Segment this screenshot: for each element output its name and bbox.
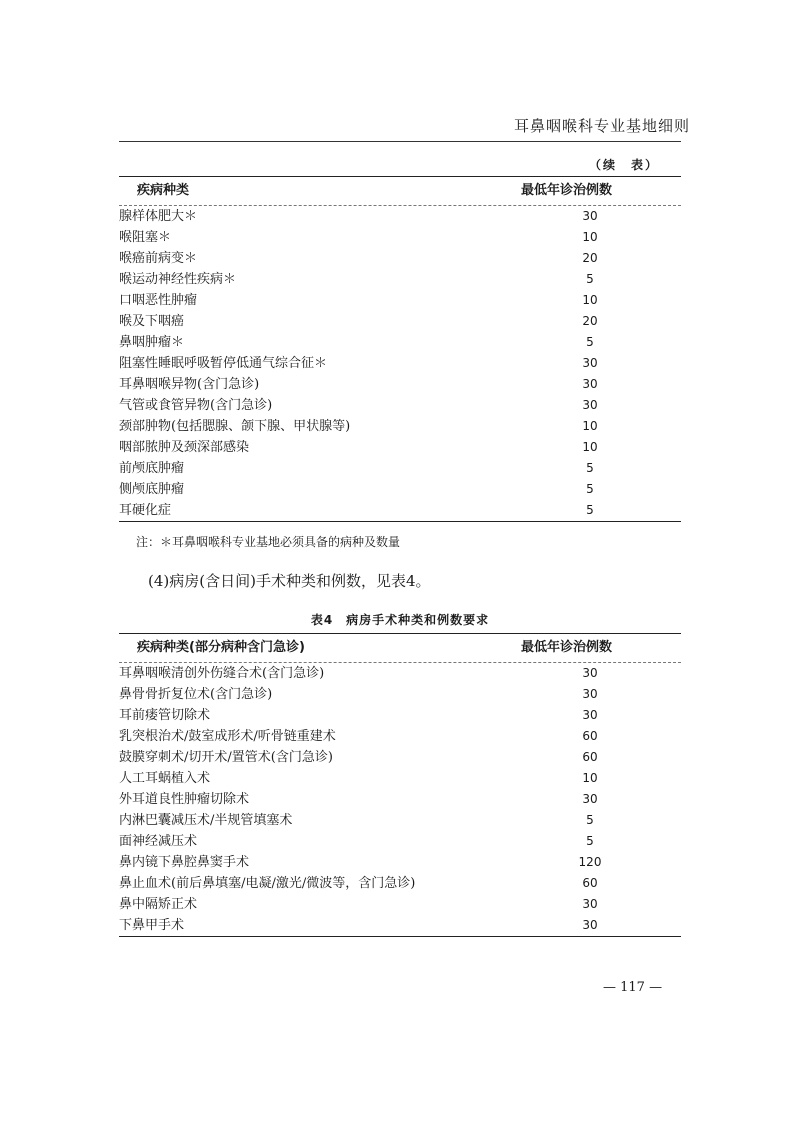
header-rule: [119, 141, 681, 142]
min-count: 10: [582, 419, 598, 433]
table-row: [119, 332, 681, 353]
disease-name: 口咽恶性肿瘤: [119, 293, 198, 308]
table-row: [119, 416, 681, 437]
min-count: 30: [582, 708, 598, 722]
table-row: [119, 437, 681, 458]
table-row: [119, 374, 681, 395]
disease-name: 阻塞性睡眠呼吸暂停低通气综合征＊: [119, 356, 328, 371]
table-header: [119, 633, 681, 663]
min-count: 5: [586, 272, 594, 286]
min-count: 30: [582, 792, 598, 806]
disease-name: 喉及下咽癌: [119, 314, 185, 329]
disease-name: 颈部肿物(包括腮腺、颌下腺、甲状腺等): [119, 419, 351, 434]
disease-name: 鼻骨骨折复位术(含门急诊): [119, 687, 273, 702]
disease-name: 耳鼻咽喉异物(含门急诊): [119, 377, 260, 392]
min-count: 20: [582, 314, 598, 328]
table-body: [119, 663, 681, 937]
min-count: 5: [586, 834, 594, 848]
page-number: — 117 —: [603, 980, 663, 995]
table-row: [119, 894, 681, 915]
disease-name: 喉运动神经性疾病＊: [119, 272, 237, 287]
disease-name: 内淋巴囊减压术/半规管填塞术: [119, 813, 293, 828]
table-row: [119, 227, 681, 248]
min-count: 30: [582, 918, 598, 932]
disease-name: 鼓膜穿刺术/切开术/置管术(含门急诊): [119, 750, 333, 765]
min-count: 30: [582, 209, 598, 223]
table-row: [119, 269, 681, 290]
table-row: [119, 500, 681, 521]
disease-name: 下鼻甲手术: [119, 918, 185, 933]
min-count: 30: [582, 356, 598, 370]
disease-name: 咽部脓肿及颈深部感染: [119, 440, 250, 455]
table-row: [119, 395, 681, 416]
min-count: 5: [586, 503, 594, 517]
table-4: [119, 633, 681, 937]
table-row: [119, 768, 681, 789]
table-row: [119, 810, 681, 831]
disease-name: 耳前瘘管切除术: [119, 708, 211, 723]
disease-name: 喉癌前病变＊: [119, 251, 198, 266]
continued-label: （续 表）: [588, 158, 659, 172]
table-note: 注：＊耳鼻咽喉科专业基地必须具备的病种及数量: [136, 535, 401, 549]
disease-name: 乳突根治术/鼓室成形术/听骨链重建术: [119, 729, 336, 744]
min-count: 5: [586, 461, 594, 475]
min-count: 60: [582, 876, 598, 890]
min-count: 30: [582, 687, 598, 701]
min-count: 10: [582, 293, 598, 307]
disease-name: 鼻止血术(前后鼻填塞/电凝/激光/微波等，含门急诊): [119, 876, 416, 891]
min-count: 30: [582, 398, 598, 412]
column-header-disease: 疾病种类(部分病种含门急诊): [137, 640, 305, 655]
body-paragraph: (4)病房(含日间)手术种类和例数，见表4。: [148, 572, 431, 590]
table-row: [119, 873, 681, 894]
table-row: [119, 353, 681, 374]
disease-name: 鼻中隔矫正术: [119, 897, 198, 912]
disease-name: 人工耳蜗植入术: [119, 771, 211, 786]
table-row: [119, 458, 681, 479]
table-row: [119, 663, 681, 684]
disease-name: 耳鼻咽喉清创外伤缝合术(含门急诊): [119, 666, 325, 681]
min-count: 10: [582, 771, 598, 785]
column-header-count: 最低年诊治例数: [521, 183, 613, 198]
min-count: 30: [582, 897, 598, 911]
table-row: [119, 705, 681, 726]
min-count: 10: [582, 440, 598, 454]
table-4-title: 表4 病房手术种类和例数要求: [310, 613, 490, 627]
min-count: 30: [582, 666, 598, 680]
min-count: 5: [586, 813, 594, 827]
min-count: 30: [582, 377, 598, 391]
table-row: [119, 206, 681, 227]
table-row: [119, 915, 681, 936]
disease-name: 前颅底肿瘤: [119, 461, 185, 476]
table-row: [119, 831, 681, 852]
disease-name: 鼻内镜下鼻腔鼻窦手术: [119, 855, 250, 870]
table-row: [119, 789, 681, 810]
table-row: [119, 290, 681, 311]
running-header: 耳鼻咽喉科专业基地细则: [513, 117, 690, 135]
column-header-count: 最低年诊治例数: [521, 640, 613, 655]
disease-name: 喉阻塞＊: [119, 230, 172, 245]
disease-name: 耳硬化症: [119, 503, 172, 518]
disease-name: 侧颅底肿瘤: [119, 482, 185, 497]
disease-name: 气管或食管异物(含门急诊): [119, 398, 273, 413]
disease-name: 面神经减压术: [119, 834, 198, 849]
table-row: [119, 684, 681, 705]
table-body: [119, 206, 681, 522]
column-header-disease: 疾病种类: [137, 183, 190, 198]
table-row: [119, 311, 681, 332]
disease-name: 腺样体肥大＊: [119, 209, 198, 224]
min-count: 60: [582, 750, 598, 764]
min-count: 20: [582, 251, 598, 265]
table-3-continued: [119, 154, 681, 522]
disease-name: 外耳道良性肿瘤切除术: [119, 792, 250, 807]
table-row: [119, 726, 681, 747]
min-count: 60: [582, 729, 598, 743]
table-row: [119, 852, 681, 873]
table-row: [119, 248, 681, 269]
table-header: [119, 176, 681, 206]
min-count: 120: [578, 855, 602, 869]
min-count: 5: [586, 482, 594, 496]
min-count: 10: [582, 230, 598, 244]
disease-name: 鼻咽肿瘤＊: [119, 335, 185, 350]
min-count: 5: [586, 335, 594, 349]
table-row: [119, 747, 681, 768]
table-row: [119, 479, 681, 500]
